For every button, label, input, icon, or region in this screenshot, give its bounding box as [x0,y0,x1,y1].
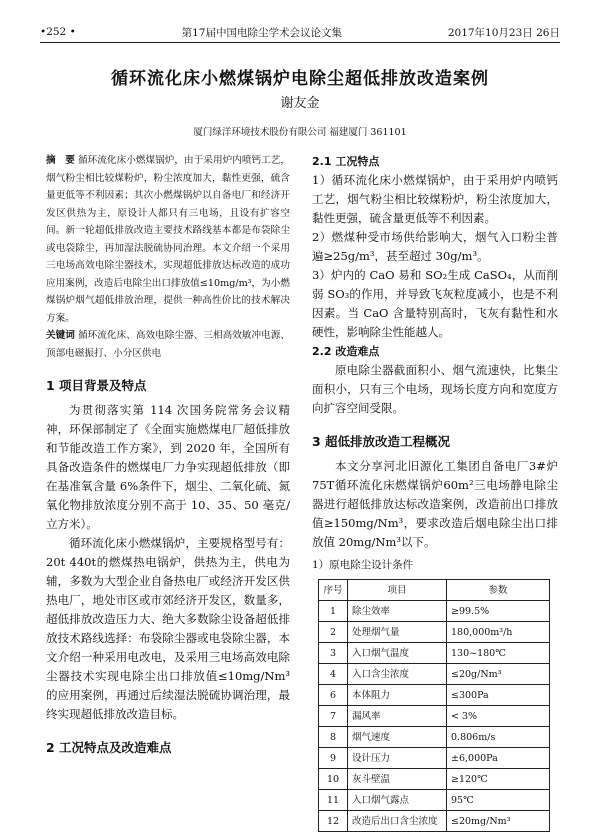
row-item: 改造后出口含尘浓度 [348,811,447,832]
abstract-label: 摘 要 [46,155,75,166]
row-value: 180,000m³/h [447,622,550,643]
row-number: 7 [319,706,348,727]
row-value: ≥120℃ [447,769,550,790]
abstract-text: 循环流化床小燃煤锅炉，由于采用炉内喷钙工艺，烟气粉尘相比较煤粉炉，粉尘浓度加大，黏性更强，硫含量更低等不利因素；其次小燃煤锅炉以自备电厂和经济开发区供热为主，原设计人都只有三电场，且设有扩容空间。新一轮超低排放改造主要技术路线基本都是布袋除尘或电袋除尘，再加湿法脱硫协同治理。本文介绍一个采用三电场高效电除尘器技术，实现超低排放达标改造的成功应用案例，改造后电除尘出口排放值≤10mg/m³，为小燃煤锅炉烟气超低排放治理，提供一种高性价比的技术解决方案。 [46,155,290,324]
section-3-paragraph: 本文分享河北旧源化工集团自备电厂3#炉75T循环流化床燃煤锅炉60m²三电场静电除尘器进行超低排放达标改造案例，改造前出口排放值≥150mg/Nm³，要求改造后烟电除尘出口排放值 20mg/Nm³以下。 [312,459,558,549]
table-row [319,706,550,727]
section-1-paragraph-1: 为贯彻落实第 114 次国务院常务会议精神，环保部制定了《全面实施燃煤电厂超低排放和节能改造工作方案》，到 2020 年，全国所有具备改造条件的燃煤电厂力争实现超低排放（即在基准氧含量 6%条件下，烟尘、二氧化硫、氮氧化物排放浓度分别不高于 10、35、50 毫克/立方米）。 [46,403,290,531]
row-item: 本体阻力 [348,685,447,706]
row-value: ≤300Pa [447,685,550,706]
row-value: ≥99.5% [447,601,550,622]
row-item: 除尘效率 [348,601,447,622]
table-caption: 1）原电除尘设计条件 [312,559,414,571]
header-value: 参数 [447,580,550,601]
section-2-2-heading: 2.2 改造难点 [312,345,380,358]
keywords-text: 循环流化床、高效电除尘器、三相高效敏冲电源、顶部电磁振打、小分区供电 [46,330,290,359]
row-number: 4 [319,664,348,685]
row-value: ≤20g/Nm³ [447,664,550,685]
row-number: 9 [319,748,348,769]
affiliation: 厦门绿洋环境技术股份有限公司 福建厦门 361101 [193,127,407,138]
row-value: < 3% [447,706,550,727]
row-value: ±6,000Pa [447,748,550,769]
row-value: ≤20mg/Nm³ [447,811,550,832]
page-number: •252 • [40,26,76,38]
row-number: 10 [319,769,348,790]
paper-title: 循环流化床小燃煤锅炉电除尘超低排放改造案例 [111,69,489,89]
row-value: 0.806m/s [447,727,550,748]
left-column [46,152,290,763]
section-2-1-heading: 2.1 工况特点 [312,155,380,168]
row-item: 设计压力 [348,748,447,769]
table-row [319,622,550,643]
row-number: 8 [319,727,348,748]
row-item: 入口烟气温度 [348,643,447,664]
row-item: 入口含尘浓度 [348,664,447,685]
row-number: 11 [319,790,348,811]
section-1-heading: 1 项目背景及特点 [46,378,147,393]
row-value: 130~180℃ [447,643,550,664]
row-item: 灰斗壁温 [348,769,447,790]
conference-date: 2017年10月23日 26日 [447,26,560,39]
table-row [319,664,550,685]
row-number: 6 [319,685,348,706]
row-item: 烟气速度 [348,727,447,748]
row-number: 1 [319,601,348,622]
design-parameters-table [318,579,550,832]
row-number: 12 [319,811,348,832]
table-row [319,811,550,832]
table-row [319,769,550,790]
author-name: 谢友金 [280,96,320,111]
section-2-1-item-2: 2）燃煤种受市场供给影响大，烟气入口粉尘普遍≥25g/m³，甚至超过 30g/m³。 [312,230,558,263]
header-item: 项目 [348,580,447,601]
table-row [319,601,550,622]
section-3-heading: 3 超低排放改造工程概况 [312,434,451,449]
row-value: 95℃ [447,790,550,811]
section-2-2-paragraph: 原电除尘器截面积小、烟气流速快，比集尘面积小，只有三个电场，现场长度方向和宽度方向扩容空间受限。 [312,363,558,415]
table-row [319,790,550,811]
keywords-label: 关键词 [46,330,75,341]
section-2-heading: 2 工况特点及改造难点 [46,740,172,755]
row-number: 2 [319,622,348,643]
keywords [46,327,290,362]
row-item: 处理烟气量 [348,622,447,643]
header-no: 序号 [319,580,348,601]
section-2-1-item-3: 3）炉内的 CaO 易和 SO₂生成 CaSO₄，从而削弱 SO₃的作用，并导致飞灰粒度减小，也是不利因素。当 CaO 含量特别高时，飞灰有黏性和水硬性，影响除尘性能越人。 [312,268,558,339]
row-number: 3 [319,643,348,664]
row-item: 漏风率 [348,706,447,727]
right-column [312,152,558,832]
section-2-1-item-1: 1）循环流化床小燃煤锅炉，由于采用炉内喷钙工艺，烟气粉尘相比较煤粉炉，粉尘浓度加大，黏性更强，硫含量更低等不利因素。 [312,173,558,225]
running-header [40,22,560,43]
table-row [319,685,550,706]
table-row [319,748,550,769]
section-1-paragraph-2: 循环流化床小燃煤锅炉，主要规格型号有：20t 440t的燃煤热电锅炉，供热为主，供电为辅，多数为大型企业自备热电厂或经济开发区供热电厂，地处市区或市郊经济开发区，数量多，超低排放改造压力大、绝大多数除尘设备超低排放技术路线选择：布袋除尘器或电袋除尘器，本文介绍一种采用电改电，及采用三电场高效电除尘器技术实现电除尘出口排放值≤10mg/Nm³的应用案例，再通过后续湿法脱硫协调治理，最终实现超低排放改造目标。 [46,536,290,721]
abstract [46,152,290,327]
journal-name: 第17届中国电除尘学术会议论文集 [181,26,342,39]
row-item: 入口烟气露点 [348,790,447,811]
table-row [319,643,550,664]
table-header-row [319,580,550,601]
table-row [319,727,550,748]
